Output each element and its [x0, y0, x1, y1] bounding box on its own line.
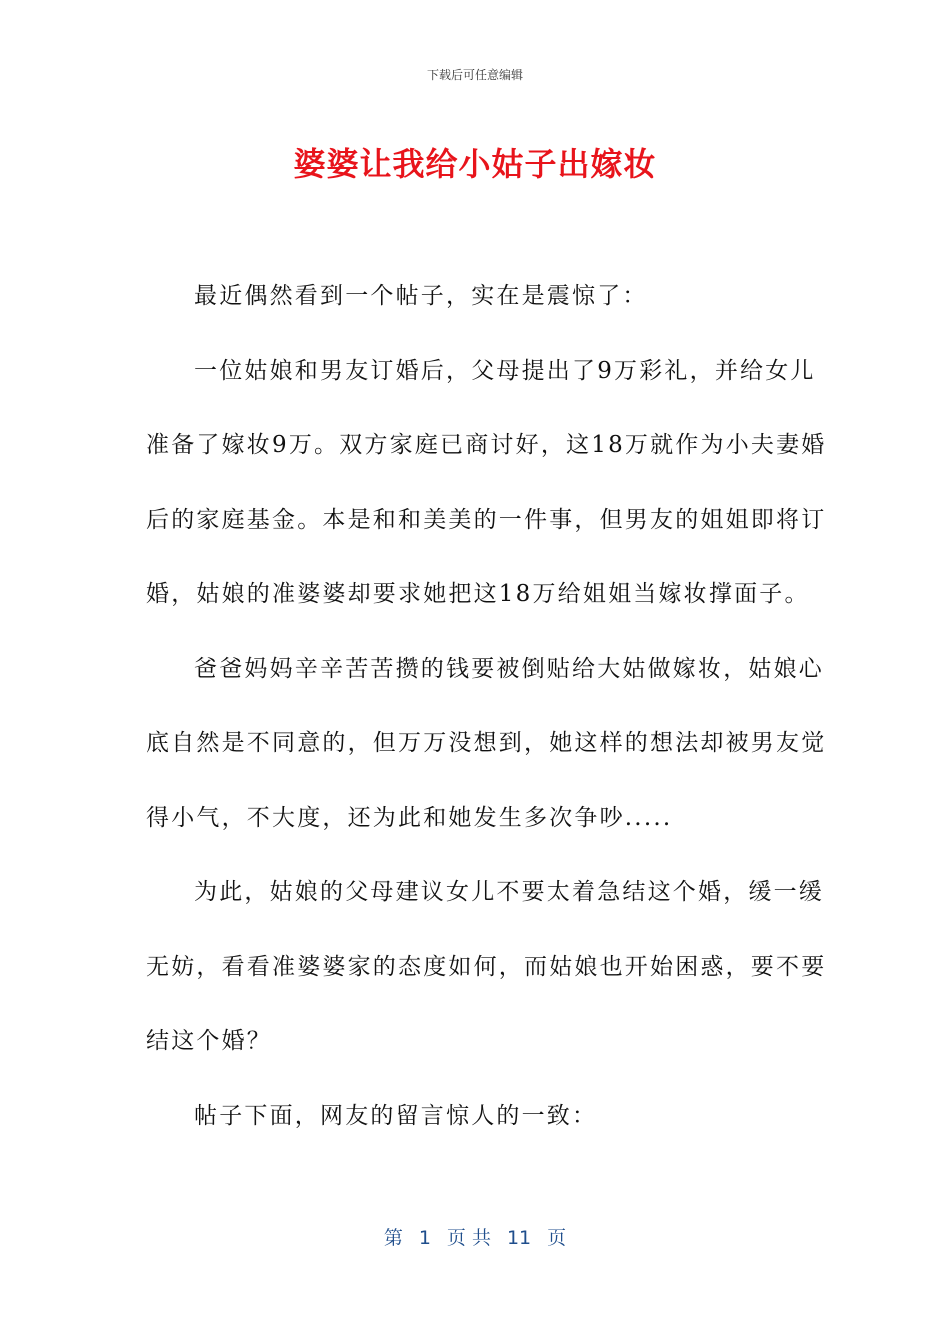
paragraph-line: 底自然是不同意的，但万万没想到，她这样的想法却被男友觉: [146, 730, 827, 756]
paragraph-line: 婚，姑娘的准婆婆却要求她把这18万给姐姐当嫁妆撑面子。: [146, 581, 810, 607]
paragraph-line: 准备了嫁妆9万。双方家庭已商讨好，这18万就作为小夫妻婚: [146, 432, 827, 458]
paragraph-4: [146, 855, 827, 1079]
document-title: 婆婆让我给小姑子出嫁妆: [293, 145, 657, 183]
document-body: [146, 259, 827, 1153]
paragraph-3: [146, 632, 827, 856]
paragraph-2: [146, 334, 827, 632]
paragraph-line: 帖子下面，网友的留言惊人的一致：: [194, 1102, 598, 1129]
footer-middle: 页 共: [446, 1227, 491, 1249]
header-note: 下载后可任意编辑: [426, 68, 523, 82]
paragraph-5: [146, 1079, 806, 1154]
page-footer: [0, 1224, 950, 1252]
paragraph-line: 后的家庭基金。本是和和美美的一件事，但男友的姐姐即将订: [146, 506, 827, 533]
paragraph-line: 最近偶然看到一个帖子，实在是震惊了：: [194, 283, 648, 309]
footer-current-page: 1: [418, 1227, 431, 1249]
paragraph-line: 一位姑娘和男友订婚后，父母提出了9万彩礼，并给女儿: [194, 357, 816, 384]
paragraph-line: 无妨，看看准婆婆家的态度如何，而姑娘也开始困惑，要不要: [146, 953, 827, 980]
paragraph-line: 为此，姑娘的父母建议女儿不要太着急结这个婚，缓一缓: [194, 879, 824, 905]
footer-total-pages: 11: [506, 1227, 532, 1249]
paragraph-line: 得小气，不大度，还为此和她发生多次争吵.....: [146, 804, 673, 831]
paragraph-1: [146, 259, 806, 334]
paragraph-line: 结这个婚？: [146, 1028, 272, 1054]
footer-suffix: 页: [547, 1227, 567, 1249]
paragraph-line: 爸爸妈妈辛辛苦苦攒的钱要被倒贴给大姑做嫁妆，姑娘心: [194, 655, 824, 682]
footer-prefix: 第: [383, 1227, 403, 1249]
